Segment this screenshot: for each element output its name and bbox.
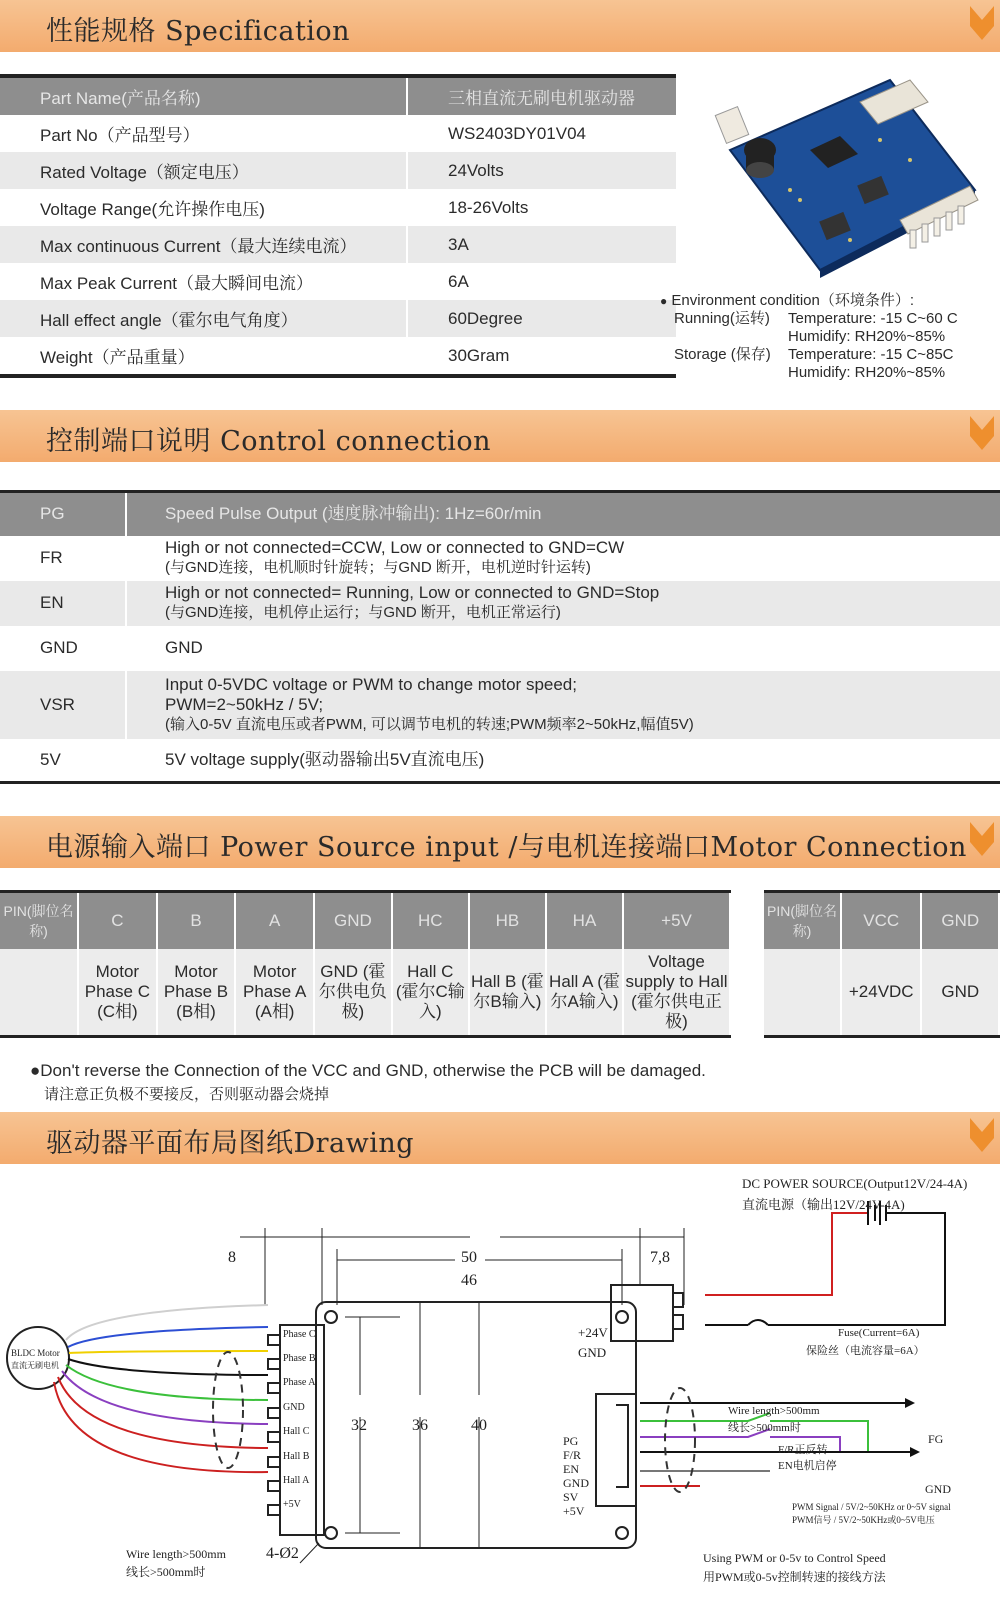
dim-7-8: 7,8 bbox=[650, 1249, 670, 1266]
table-row bbox=[0, 626, 1000, 671]
motor-pin-label: Hall A bbox=[283, 1475, 310, 1486]
motor-pin-label: Phase A bbox=[283, 1377, 316, 1388]
table-header: GND bbox=[314, 892, 392, 950]
mount-hole bbox=[325, 1527, 337, 1539]
pin-description bbox=[126, 536, 1000, 581]
motor-pin-label: Phase B bbox=[283, 1353, 316, 1364]
ctrl-pin-label: GND bbox=[563, 1476, 589, 1490]
chevron-down-icon bbox=[970, 6, 994, 40]
table-row bbox=[0, 671, 1000, 739]
control-table bbox=[0, 490, 1000, 784]
table-row bbox=[0, 949, 730, 1037]
table-row bbox=[0, 492, 1000, 536]
table-header: HA bbox=[546, 892, 623, 950]
table-cell: Hall C (霍尔C输入) bbox=[392, 949, 469, 1037]
table-header: B bbox=[157, 892, 236, 950]
pin-description bbox=[126, 581, 1000, 626]
running-temp: Temperature: -15 C~60 C bbox=[788, 310, 958, 327]
spec-label: Voltage Range(允许操作电压) bbox=[40, 200, 265, 219]
desc-line: GND bbox=[165, 638, 203, 657]
motor-pin-label: Phase C bbox=[283, 1329, 316, 1340]
table-cell: Hall B (霍尔B输入) bbox=[469, 949, 546, 1037]
spec-label: Max Peak Current（最大瞬间电流） bbox=[40, 274, 313, 293]
running-label: Running(运转) bbox=[674, 310, 770, 327]
table-header: PIN(脚位名称) bbox=[764, 892, 841, 950]
warning-text-en: ●Don't reverse the Connection of the VCC and GND, otherwise the PCB will be damaged. bbox=[30, 1061, 706, 1080]
mount-hole bbox=[616, 1527, 628, 1539]
pin-name: FR bbox=[0, 536, 126, 581]
chevron-down-icon bbox=[970, 416, 994, 450]
pin-description bbox=[126, 626, 1000, 671]
spec-label: Part Name(产品名称) bbox=[0, 76, 407, 115]
mount-hole bbox=[325, 1311, 337, 1323]
storage-label: Storage (保存) bbox=[674, 346, 771, 363]
table-cell: Voltage supply to Hall (霍尔供电正极) bbox=[623, 949, 730, 1037]
motor-pin-label: GND bbox=[283, 1402, 305, 1413]
power-pin-label: GND bbox=[578, 1345, 607, 1360]
section-title: 驱动器平面布局图纸Drawing bbox=[46, 1128, 415, 1159]
table-header: +5V bbox=[623, 892, 730, 950]
ctrl-pin-label: F/R bbox=[563, 1448, 582, 1462]
table-cell: GND bbox=[921, 949, 999, 1037]
desc-line: (与GND连接，电机顺时针旋转；与GND 断开，电机逆时针运转) bbox=[165, 559, 591, 576]
desc-line: Input 0-5VDC voltage or PWM to change motor speed; bbox=[165, 674, 577, 694]
table-cell: +24VDC bbox=[841, 949, 922, 1037]
table-header: C bbox=[78, 892, 157, 950]
table-row bbox=[0, 189, 676, 226]
table-cell: Motor Phase A (A相) bbox=[235, 949, 314, 1037]
desc-line: (与GND连接，电机停止运行；与GND 断开，电机正常运行) bbox=[165, 604, 561, 621]
fuse-label-en: Fuse(Current=6A) bbox=[838, 1327, 920, 1339]
pin-name: VSR bbox=[0, 671, 126, 739]
section-banner-drawing bbox=[0, 1112, 1000, 1164]
desc-line: PWM=2~50kHz / 5V; bbox=[165, 694, 324, 714]
dc-source-en: DC POWER SOURCE(Output12V/24-4A) bbox=[742, 1176, 968, 1191]
spec-label: Max continuous Current（最大连续电流） bbox=[0, 226, 407, 263]
table-row bbox=[0, 152, 676, 189]
product-board-image bbox=[710, 70, 990, 280]
power-input-table bbox=[764, 890, 1000, 1038]
table-row bbox=[0, 581, 1000, 626]
ctrl-pin-label: PG bbox=[563, 1434, 579, 1448]
motor-pin-label: +5V bbox=[283, 1499, 301, 1510]
motor-label-cn: 直流无刷电机 bbox=[11, 1361, 59, 1370]
table-row bbox=[0, 115, 676, 152]
spec-label: Rated Voltage（额定电压） bbox=[0, 152, 407, 189]
ctrl-pin-label: EN bbox=[563, 1462, 579, 1476]
running-humidity: Humidify: RH20%~85% bbox=[788, 328, 946, 345]
ctrl-pin-label: SV bbox=[563, 1490, 579, 1504]
pwm-label-en: PWM Signal / 5V/2~50KHz or 0~5V signal bbox=[792, 1502, 951, 1512]
spec-table bbox=[0, 74, 676, 378]
section-title: 电源输入端口 Power Source input /与电机连接端口Motor Connection bbox=[46, 832, 967, 863]
table-row bbox=[0, 226, 676, 263]
hole-dimension: 4-Ø2 bbox=[266, 1545, 299, 1562]
pin-name: PG bbox=[0, 492, 126, 536]
desc-line: 5V voltage supply(驱动器输出5V直流电压) bbox=[165, 749, 485, 769]
dim-40: 40 bbox=[471, 1417, 487, 1434]
ctrl-pin-label: +5V bbox=[563, 1504, 585, 1518]
motor-pin-label: Hall C bbox=[283, 1426, 310, 1437]
control-connector bbox=[596, 1394, 636, 1506]
spec-value: 3A bbox=[407, 226, 676, 263]
table-cell: Motor Phase B (B相) bbox=[157, 949, 236, 1037]
desc-line: Speed Pulse Output (速度脉冲输出): 1Hz=60r/min bbox=[165, 504, 542, 524]
control-method-cn: 用PWM或0-5v控制转速的接线方法 bbox=[703, 1570, 886, 1584]
table-row bbox=[764, 892, 999, 950]
table-cell bbox=[764, 949, 841, 1037]
dc-source-cn: 直流电源（输出12V/24V-4A) bbox=[742, 1197, 905, 1212]
wire-length-left-cn: 线长>500mm时 bbox=[126, 1565, 206, 1579]
dim-46: 46 bbox=[461, 1272, 477, 1289]
section-banner-spec bbox=[0, 0, 1000, 52]
pin-name: 5V bbox=[0, 739, 126, 783]
spec-value: 18-26Volts bbox=[407, 189, 676, 226]
table-cell: Hall A (霍尔A输入) bbox=[546, 949, 623, 1037]
table-header: PIN(脚位名称) bbox=[0, 892, 78, 950]
pin-name: GND bbox=[0, 626, 126, 671]
dim-36: 36 bbox=[412, 1417, 428, 1434]
wire-length-left-en: Wire length>500mm bbox=[126, 1547, 226, 1561]
desc-line: (输入0-5V 直流电压或者PWM, 可以调节电机的转速;PWM频率2~50kHz,幅值5V) bbox=[165, 715, 694, 733]
table-row bbox=[0, 337, 676, 376]
table-row bbox=[764, 949, 999, 1037]
power-connector bbox=[611, 1285, 673, 1341]
storage-temp: Temperature: -15 C~85C bbox=[788, 346, 954, 363]
table-cell bbox=[0, 949, 78, 1037]
spec-label: Part No（产品型号） bbox=[40, 126, 200, 145]
spec-value: 6A bbox=[407, 263, 676, 300]
table-header: HB bbox=[469, 892, 546, 950]
section-banner-control bbox=[0, 410, 1000, 462]
fg-label: FG bbox=[928, 1432, 944, 1446]
table-row bbox=[0, 263, 676, 300]
wire-length-en: Wire length>500mm bbox=[728, 1405, 820, 1417]
pin-name: EN bbox=[0, 581, 126, 626]
table-cell: GND (霍尔供电负极) bbox=[314, 949, 392, 1037]
environment-title: Environment condition（环境条件）: bbox=[671, 292, 915, 309]
spec-value: 60Degree bbox=[407, 300, 676, 337]
pin-description bbox=[126, 492, 1000, 536]
table-header: HC bbox=[392, 892, 469, 950]
table-row bbox=[0, 739, 1000, 783]
en-label: EN电机启停 bbox=[778, 1460, 837, 1472]
dim-32: 32 bbox=[351, 1417, 367, 1434]
chevron-down-icon bbox=[970, 822, 994, 856]
table-row bbox=[0, 300, 676, 337]
power-pin-label: +24V bbox=[578, 1325, 608, 1340]
environment-block: ● Environment condition（环境条件）: Running(运转) Temperature: -15 C~60 C Humidify: RH20%~85% Storage (保存) Temperature: -15 C~85C Humidify: RH20%~85% bbox=[660, 292, 958, 381]
spec-value: 24Volts bbox=[407, 152, 676, 189]
chevron-down-icon bbox=[970, 1118, 994, 1152]
control-method-en: Using PWM or 0-5v to Control Speed bbox=[703, 1551, 886, 1565]
table-row bbox=[0, 536, 1000, 581]
spec-value: 30Gram bbox=[407, 337, 676, 376]
table-cell: Motor Phase C (C相) bbox=[78, 949, 157, 1037]
pin-description bbox=[126, 671, 1000, 739]
mount-hole bbox=[616, 1311, 628, 1323]
pin-description bbox=[126, 739, 1000, 783]
table-row bbox=[0, 76, 676, 115]
wire-length-cn: 线长>500mm时 bbox=[728, 1422, 801, 1434]
desc-line: High or not connected=CCW, Low or connected to GND=CW bbox=[165, 538, 625, 557]
motor-label-en: BLDC Motor bbox=[11, 1348, 60, 1358]
spec-value: 三相直流无刷电机驱动器 bbox=[407, 76, 676, 115]
motor-pin-label: Hall B bbox=[283, 1451, 310, 1462]
table-header: VCC bbox=[841, 892, 922, 950]
spec-label: Weight（产品重量） bbox=[40, 348, 195, 367]
desc-line: High or not connected= Running, Low or connected to GND=Stop bbox=[165, 583, 660, 602]
section-title: 控制端口说明 Control connection bbox=[46, 426, 492, 457]
section-banner-power bbox=[0, 816, 1000, 868]
spec-value: WS2403DY01V04 bbox=[407, 115, 676, 152]
section-title: 性能规格 Specification bbox=[46, 16, 351, 47]
storage-humidity: Humidify: RH20%~85% bbox=[788, 364, 946, 381]
warning-text-cn: 请注意正负极不要接反，否则驱动器会烧掉 bbox=[44, 1086, 330, 1103]
dim-8: 8 bbox=[228, 1249, 236, 1266]
gnd-label: GND bbox=[925, 1482, 951, 1496]
spec-label: Hall effect angle（霍尔电气角度） bbox=[0, 300, 407, 337]
table-header: GND bbox=[921, 892, 999, 950]
table-header: A bbox=[235, 892, 314, 950]
pwm-label-cn: PWM信号 / 5V/2~50KHz或0~5V电压 bbox=[792, 1515, 935, 1525]
motor-connection-table bbox=[0, 890, 731, 1038]
fr-label: F/R正反转 bbox=[778, 1444, 828, 1456]
fuse-label-cn: 保险丝（电流容量=6A） bbox=[806, 1345, 925, 1357]
dim-50: 50 bbox=[461, 1249, 477, 1266]
table-row bbox=[0, 892, 730, 950]
